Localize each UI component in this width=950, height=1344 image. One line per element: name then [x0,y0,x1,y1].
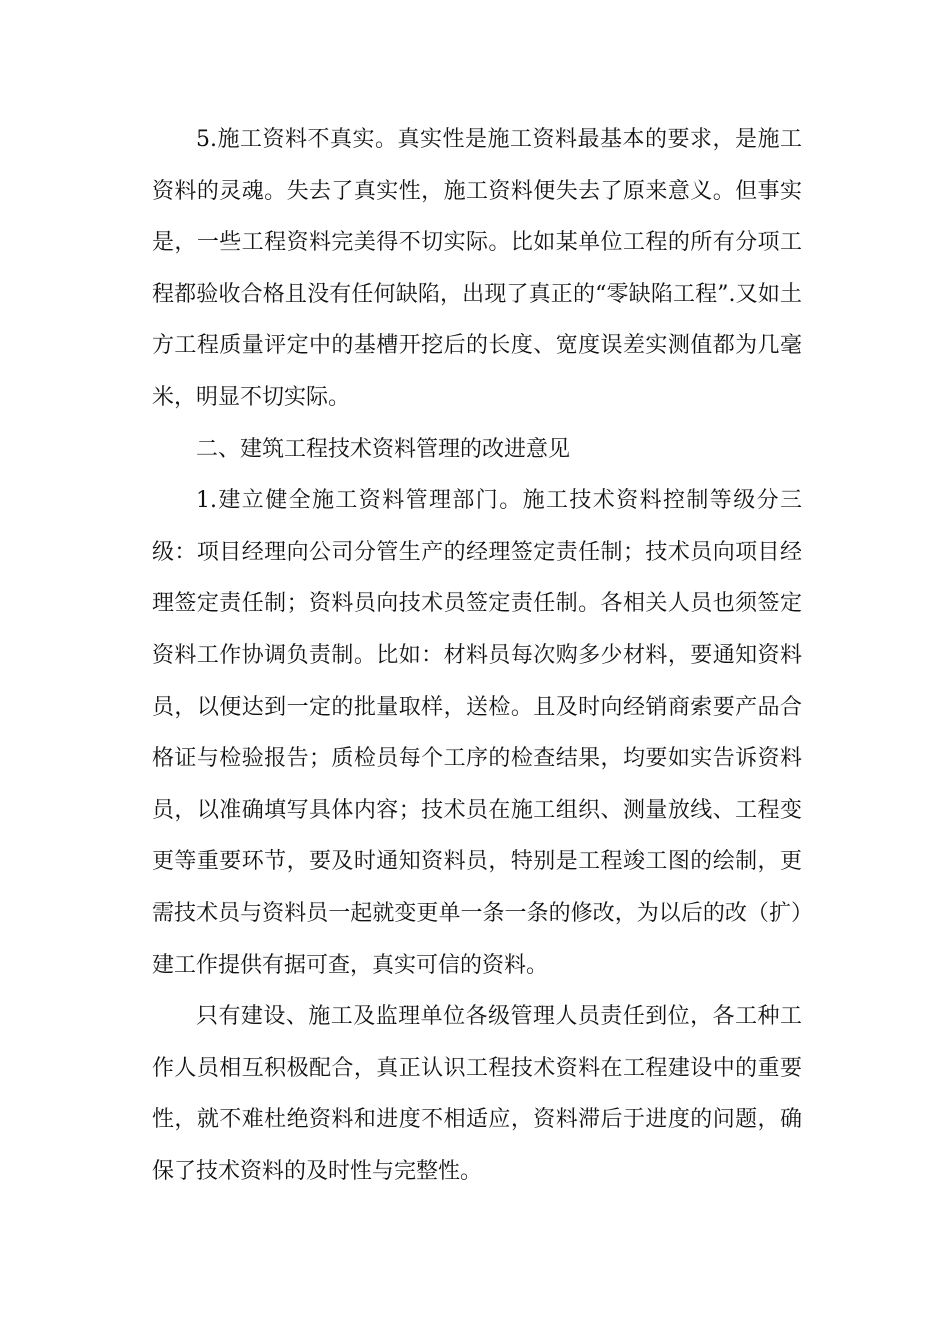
paragraph-construction-data-untrue: 5.施工资料不真实。真实性是施工资料最基本的要求，是施工资料的灵魂。失去了真实性，施工资料便失去了原来意义。但事实是，一些工程资料完美得不切实际。比如某单位工程的所有分项工程都验收合格且没有任何缺陷，出现了真正的“零缺陷工程”.又如土方工程质量评定中的基槽开挖后的长度、宽度误差实测值都为几毫米，明显不切实际。 [152,127,802,410]
section-heading-improvement-opinions: 二、建筑工程技术资料管理的改进意见 [196,436,571,462]
document-body [152,114,802,1197]
paragraph-conclusion: 只有建设、施工及监理单位各级管理人员责任到位，各工种工作人员相互积极配合，真正认识工程技术资料在工程建设中的重要性，就不难杜绝资料和进度不相适应，资料滞后于进度的问题，确保了技术资料的及时性与完整性。 [152,1004,802,1184]
paragraph-establish-management-department: 1.建立健全施工资料管理部门。施工技术资料控制等级分三级：项目经理向公司分管生产的经理签定责任制；技术员向项目经理签定责任制；资料员向技术员签定责任制。各相关人员也须签定资料工作协调负责制。比如：材料员每次购多少材料，要通知资料员，以便达到一定的批量取样，送检。且及时向经销商索要产品合格证与检验报告；质检员每个工序的检查结果，均要如实告诉资料员，以准确填写具体内容；技术员在施工组织、测量放线、工程变更等重要环节，要及时通知资料员，特别是工程竣工图的绘制，更需技术员与资料员一起就变更单一条一条的修改，为以后的改（扩）建工作提供有据可查，真实可信的资料。 [152,488,802,978]
